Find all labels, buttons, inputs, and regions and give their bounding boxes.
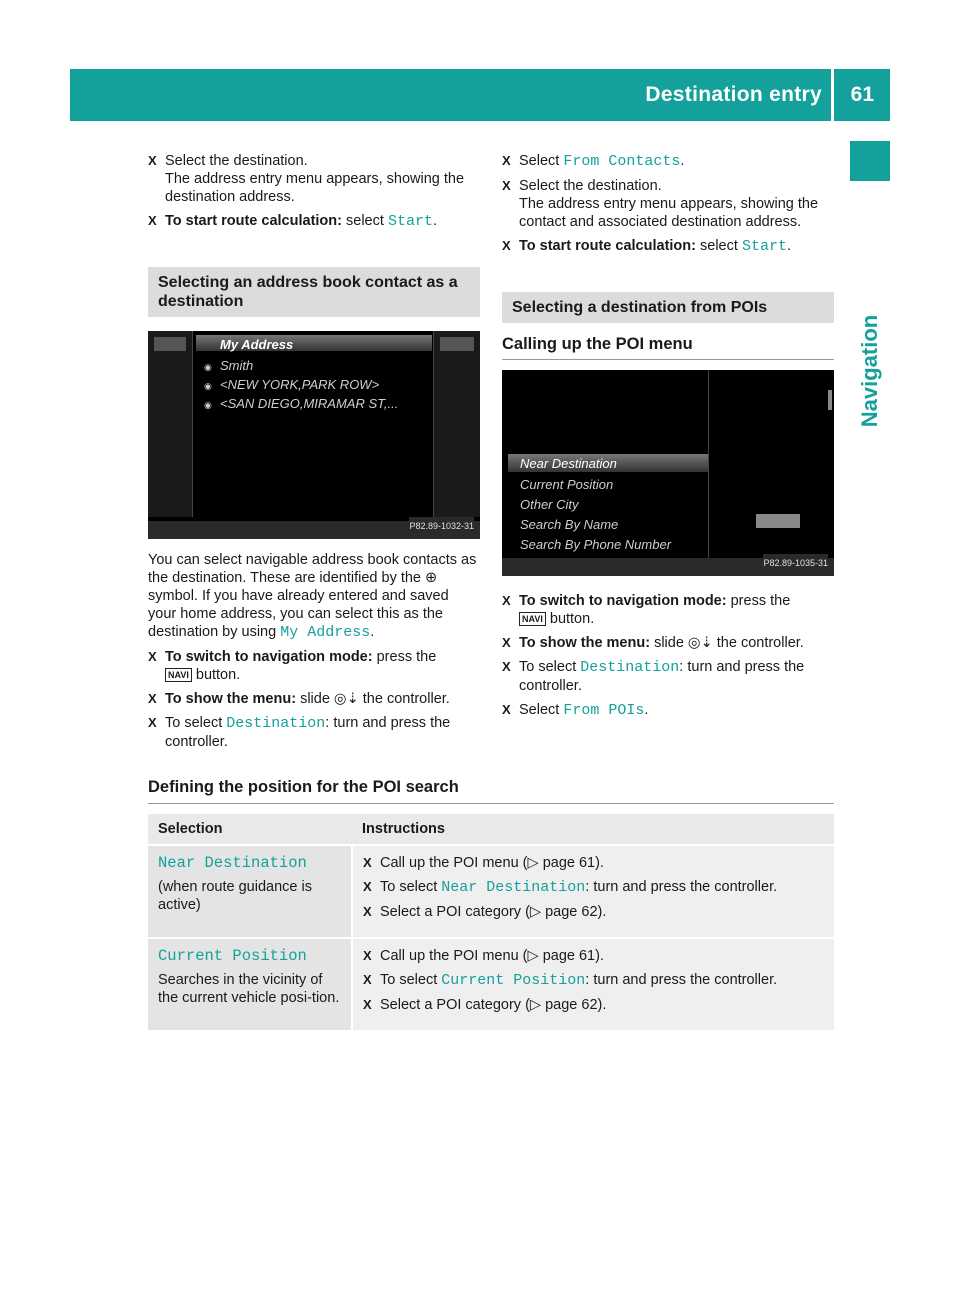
step [502,658,834,695]
step-text: Call up the POI menu ( [380,855,528,871]
step-bold: To switch to navigation mode: [165,649,373,665]
page-ref-icon: ▷ [529,904,546,920]
step-text: press the [730,593,791,609]
section-title: Selecting an address book contact as a destination [148,267,480,317]
step [148,714,480,751]
step-end: page 61). [542,855,604,871]
selection-desc: (when route guidance is active) [158,879,312,913]
step-end: : turn and press the controller. [585,972,778,988]
header-divider [831,69,834,121]
step [148,690,480,708]
poi-menu-item: Search By Phone Number [520,537,672,552]
contact-item: Smith [220,358,254,373]
scrollbar-icon [828,390,832,410]
table-row [148,938,834,1030]
poi-menu-item: Current Position [520,477,614,492]
page-ref-icon: ▷ [527,855,543,871]
poi-menu-item: Near Destination [520,456,617,471]
step-text: press the [376,649,437,665]
step-bold: To show the menu: [165,691,297,707]
menu-term: Start [387,213,433,230]
step-text: Select the destination. [519,178,662,194]
table-row [148,845,834,938]
step-text: select [346,213,384,229]
menu-term: Current Position [441,972,586,989]
instruction-step [363,947,824,965]
navi-button-icon: NAVI [519,612,546,626]
selection-cell [148,845,352,938]
instructions-cell [352,938,834,1030]
step-text: slide [300,691,330,707]
menu-term: Destination [580,659,680,676]
step [148,648,480,684]
step-text: Select [519,153,560,169]
controller-slide-icon: ◎⇣ [333,691,359,707]
right-column [502,152,834,726]
figure-id: P82.89-1032-31 [409,517,474,535]
step-end: . [432,213,437,229]
chapter-tab-marker [850,141,890,181]
step [502,152,834,171]
navi-button-icon: NAVI [165,668,192,682]
step [148,212,480,231]
menu-term: Start [741,238,787,255]
step [502,701,834,720]
contact-icon: ◉ [204,362,212,372]
navigable-symbol-icon: ⊕ [425,570,438,586]
menu-term: From Contacts [563,153,681,170]
poi-position-table [148,814,834,1030]
poi-icons [756,514,800,528]
column-header: Instructions [352,814,834,845]
selection-term: Near Destination [158,854,307,872]
paragraph-text: symbol. If you have already entered and saved your home address, you can select this as the destination by using [148,588,449,640]
instruction-step [363,878,824,897]
step [502,237,834,256]
step-text: To select [165,715,223,731]
step [502,634,834,652]
paragraph-end: . [370,624,375,640]
navigate-icon [440,337,474,351]
step-text: slide [654,635,684,651]
step-end: page 62). [545,904,607,920]
chapter-tab [850,141,890,499]
poi-menu-item: Other City [520,497,579,512]
column-header: Selection [148,814,352,845]
step-text: Select [519,702,560,718]
instruction-step [363,971,824,990]
poi-menu-item: Search By Name [520,517,619,532]
step-end: : turn and press the controller. [585,879,778,895]
menu-term: From POIs [563,702,645,719]
step-end: . [680,153,685,169]
step-end: the controller. [716,635,804,651]
selection-cell [148,938,352,1030]
poi-menu-screenshot [502,370,834,576]
step-result: The address entry menu appears, showing the destination address. [165,171,465,205]
menu-term: Destination [226,715,326,732]
step-end: : turn and press the controller. [165,715,451,750]
figure-id: P82.89-1035-31 [763,554,828,572]
step-text: Call up the POI menu ( [380,948,528,964]
step-result: The address entry menu appears, showing the contact and associated destination address. [519,196,819,230]
page-ref-icon: ▷ [529,997,546,1013]
step [502,177,834,231]
chapter-tab-label: Navigation [857,314,882,428]
header-title: Destination entry [645,83,822,106]
contact-item: <NEW YORK,PARK ROW> [220,377,380,392]
controller-slide-icon: ◎⇣ [687,635,713,651]
step-text: select [700,238,738,254]
step [148,152,480,206]
step-text: Select a POI category ( [380,997,530,1013]
table-header-row [148,814,834,845]
page-header [70,69,890,121]
step-bold: To show the menu: [519,635,651,651]
step-text: Select the destination. [165,153,308,169]
contact-icon: ◉ [204,400,212,410]
step-bold: To switch to navigation mode: [519,593,727,609]
step-text: To select [380,879,438,895]
instructions-cell [352,845,834,938]
paragraph [148,551,480,642]
subsection-title: Calling up the POI menu [502,335,834,360]
step-end: : turn and press the controller. [519,659,805,694]
menu-term: My Address [280,624,371,641]
section-heading: Defining the position for the POI search [148,778,834,804]
paragraph-text: You can select navigable address book contacts as the destination. These are identified by the [148,552,477,586]
back-icon [154,337,186,351]
instruction-step [363,854,824,872]
instruction-step [363,903,824,921]
step-end: . [786,238,791,254]
contact-icon: ◉ [204,381,212,391]
step-end: . [644,702,649,718]
left-column [148,152,480,757]
step-end: the controller. [362,691,450,707]
page-number: 61 [850,83,874,106]
step-text: To select [380,972,438,988]
step-bold: To start route calculation: [165,213,342,229]
contact-item: <SAN DIEGO,MIRAMAR ST,... [220,396,399,411]
instruction-step [363,996,824,1014]
step-bold: To start route calculation: [519,238,696,254]
menu-term: Near Destination [441,879,586,896]
page-ref-icon: ▷ [527,948,543,964]
selection-desc: Searches in the vicinity of the current vehicle posi-tion. [158,972,340,1006]
selection-term: Current Position [158,947,307,965]
section-title: Selecting a destination from POIs [502,292,834,323]
step-text: To select [519,659,577,675]
step [502,592,834,628]
step-end: page 61). [542,948,604,964]
step-end: button. [195,667,241,683]
address-book-screenshot [148,331,480,539]
step-end: page 62). [545,997,607,1013]
screen-title: My Address [220,337,294,352]
step-text: Select a POI category ( [380,904,530,920]
step-end: button. [549,611,595,627]
